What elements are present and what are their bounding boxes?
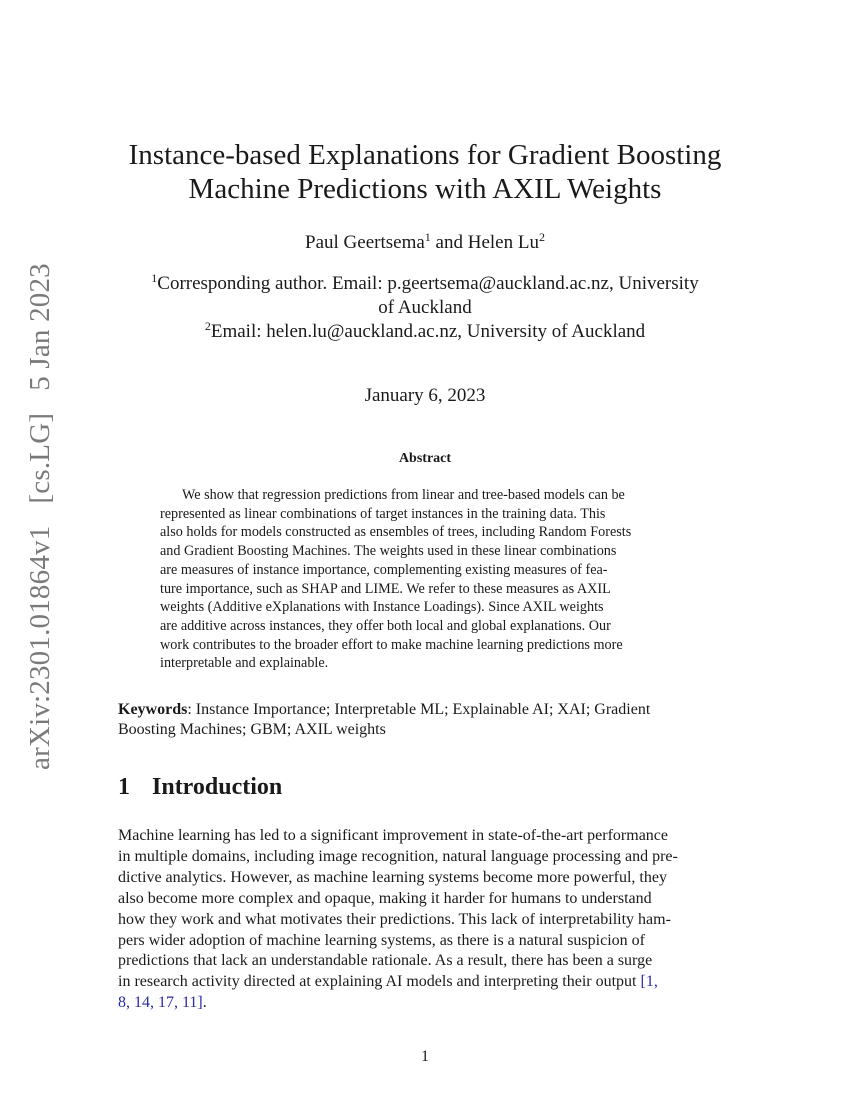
arxiv-side-stamp: [24, 241, 57, 770]
intro-line: Machine learning has led to a significant improvement in state-of-the-art performance: [118, 827, 669, 844]
intro-line: [118, 972, 732, 993]
paper-title: [100, 138, 750, 206]
abstract-line: work contributes to the broader effort to make machine learning predictions more: [160, 636, 623, 653]
intro-text: in research activity directed at explaining AI models and interpreting their output: [118, 973, 641, 991]
section-heading: [118, 774, 282, 801]
abstract-line: also holds for models constructed as ensembles of trees, including Random Forests: [160, 524, 632, 541]
abstract-line: and Gradient Boosting Machines. The weights used in these linear combinations: [160, 543, 617, 560]
abstract-line: are measures of instance importance, complementing existing measures of fea-: [160, 561, 608, 578]
affiliation-text: Corresponding author. Email: p.geertsema@auckland.ac.nz, University: [157, 273, 699, 294]
affil-mark: 1: [151, 271, 158, 285]
citation-link[interactable]: 8, 14, 17, 11]: [118, 994, 203, 1012]
abstract-line: are additive across instances, they offer both local and global explanations. Our: [160, 617, 611, 634]
author-list: [100, 231, 750, 255]
intro-line: predictions that lack an understandable rationale. As a result, there has been a surge: [118, 952, 653, 970]
intro-line: also become more complex and opaque, making it harder for humans to understand: [118, 889, 652, 907]
keywords-text: : Instance Importance; Interpretable ML; Explainable AI; XAI; Gradient: [187, 701, 651, 718]
keywords: [118, 700, 732, 740]
page-number: 1: [421, 1048, 429, 1065]
intro-line: in multiple domains, including image recognition, natural language processing and pre-: [118, 847, 678, 865]
abstract-heading: Abstract: [398, 451, 452, 466]
abstract-line: We show that regression predictions from linear and tree-based models can be: [182, 487, 625, 503]
intro-line: pers wider adoption of machine learning systems, as there is a natural suspicion of: [118, 931, 645, 949]
keywords-line: Boosting Machines; GBM; AXIL weights: [118, 721, 386, 738]
intro-line: dictive analytics. However, as machine learning systems become more powerful, they: [118, 868, 667, 886]
title-line: Instance-based Explanations for Gradient Boosting: [128, 139, 722, 171]
keywords-label: Keywords: [118, 701, 188, 718]
intro-text: .: [202, 994, 207, 1012]
abstract-body: [160, 486, 692, 673]
arxiv-date: 5 Jan 2023: [24, 263, 56, 391]
affiliation-1: [100, 272, 750, 296]
citation-link[interactable]: [1,: [640, 973, 658, 991]
abstract-line: weights (Additive eXplanations with Instance Loadings). Since AXIL weights: [160, 599, 604, 616]
paper-date: January 6, 2023: [364, 385, 486, 406]
abstract-line: interpretable and explainable.: [160, 655, 329, 672]
affiliations: [100, 272, 750, 344]
author-name: Helen Lu: [467, 232, 539, 253]
affiliation-2: [100, 320, 750, 344]
affiliation-text: Email: helen.lu@auckland.ac.nz, University of Auckland: [210, 321, 646, 342]
section-title: Introduction: [152, 774, 283, 800]
abstract-line: ture importance, such as SHAP and LIME. We refer to these measures as AXIL: [160, 580, 611, 597]
abstract-line: represented as linear combinations of target instances in the training data. This: [160, 505, 606, 522]
author-affil-mark: 1: [424, 230, 431, 244]
title-line: Machine Predictions with AXIL Weights: [188, 173, 662, 205]
affil-mark: 2: [204, 319, 211, 333]
intro-line: how they work and what motivates their predictions. This lack of interpretability ham-: [118, 910, 671, 928]
affiliation-1-cont: of Auckland: [378, 297, 472, 318]
author-name: Paul Geertsema: [305, 232, 425, 253]
arxiv-category: [cs.LG]: [24, 412, 56, 504]
author-affil-mark: 2: [538, 230, 545, 244]
intro-paragraph: [118, 826, 732, 1014]
author-conjunction: and: [435, 232, 463, 253]
section-number: 1: [118, 774, 130, 800]
keywords-line: [118, 700, 732, 720]
arxiv-id[interactable]: arXiv:2301.01864v1: [24, 525, 56, 770]
intro-line: [118, 993, 732, 1014]
